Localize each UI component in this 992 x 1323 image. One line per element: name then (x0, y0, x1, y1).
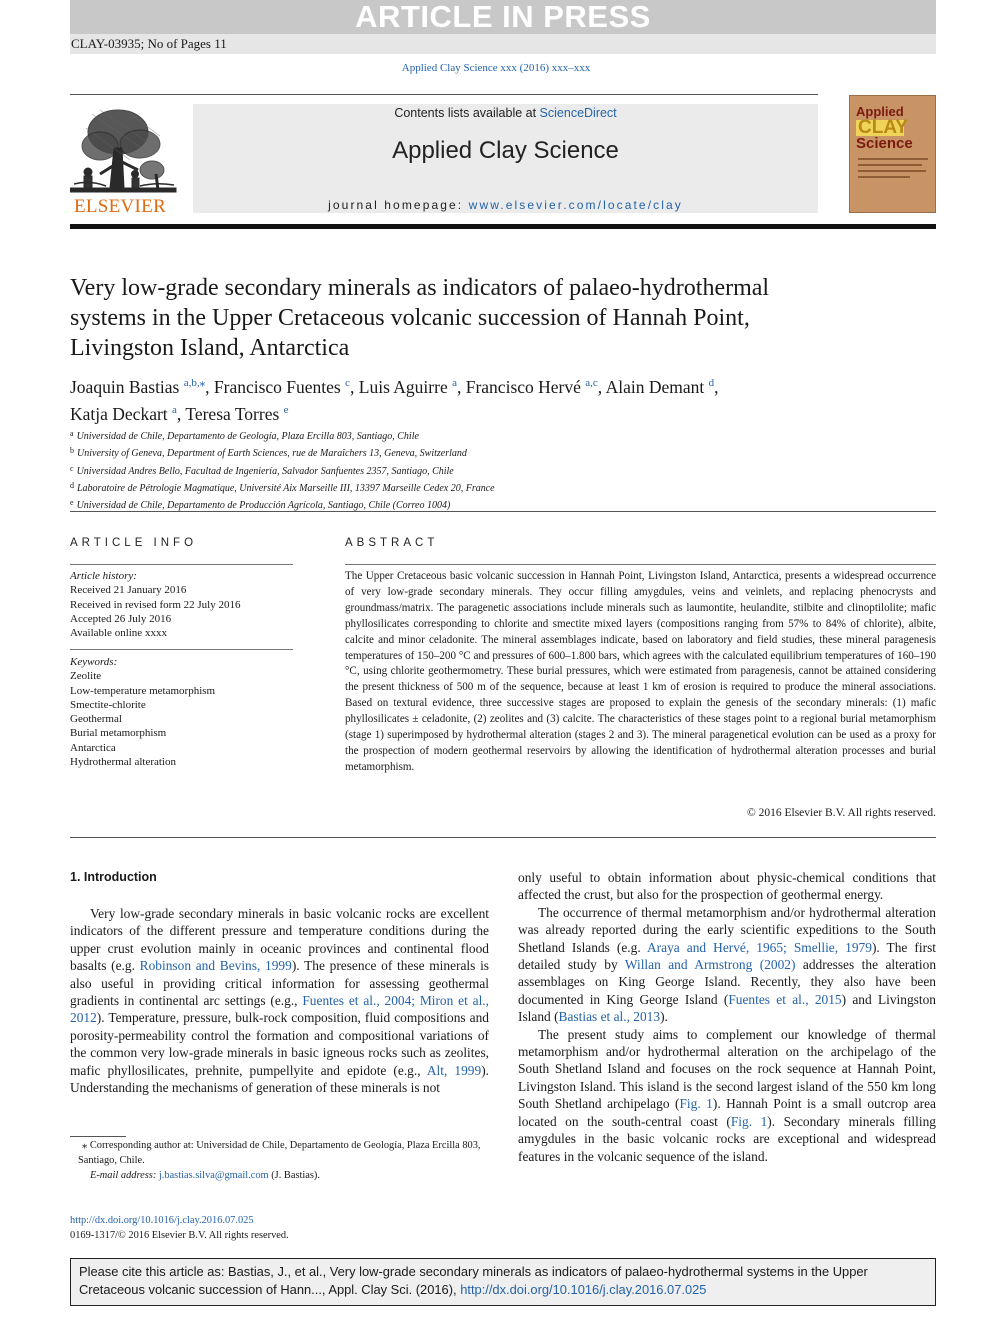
keyword: Hydrothermal alteration (70, 756, 176, 769)
affiliation-text: Universidad Andres Bello, Facultad de Ingeniería, Salvador Sanfuentes 2357, Santiago, Chile (76, 465, 454, 477)
abstract-text: The Upper Cretaceous basic volcanic succession in Hannah Point, Livingston Island, Antarctica, presents a widespread occurrence of very low-grade secondary minerals. They occur filling amygdules, veins and veinlets, and replacing phenocrysts and groundmass/matrix. The paragenetic associations include minerals such as laumontite, heulandite, stilbite and clinoptilolite; mafic phyllosilicates corresponding to chlorite and smectite mixed layers (compositions ranging from 57% to 84% of chlorite), albite, calcite and minor celadonite. The mineral assemblages indicate, based on laboratory and field studies, these mineral paragenesis temperatures of 150–200 °C and pressures of 600–1.800 bars, which agrees with the calculated equilibrium temperatures of 160–190 °C, using chlorite geothermometry. These burial pressures, which were estimated from paragenesis, cannot be attained considering the present thickness of 500 m of the sequence, because at least 1 km of erosion is required to produce the mineral associations. Based on textural evidence, three successive stages are proposed to explain the genesis of the secondary minerals: (1) mafic phyllosilicates ± celadonite, (2) zeolites and (3) calcite. The characteristics of these stages point to a regional burial metamorphism (stage 1) superimposed by hydrothermal alteration (stages 2 and 3). The mineral paragenetical evolution can be used as a proxy for the prospection of modern geothermal reservoirs by allowing the identification of hydrothermal alteration processes and burial metamorphism. (345, 570, 936, 773)
affiliation-text: Universidad de Chile, Departamento de Geología, Plaza Ercilla 803, Santiago, Chile (76, 431, 419, 442)
author-name[interactable]: Alain Demant (605, 377, 709, 397)
author-name[interactable]: Katja Deckart (70, 404, 173, 424)
abstract-copyright: © 2016 Elsevier B.V. All rights reserved. (747, 807, 936, 819)
journal-reference (0, 62, 992, 74)
author-list: Joaquin Bastias $^{a,b,⁎}$, Francisco Fuentes $^c$, Luis Aguirre $^a$, Francisco Hervé $^{a,c}$, Alain Demant $^d$, Katja Deckart $^a$, Teresa Torres $^e$ (70, 377, 719, 424)
author-name[interactable]: Francisco Fuentes (213, 377, 346, 397)
footnote-rule (70, 1136, 126, 1137)
author-name[interactable]: Teresa Torres (185, 404, 284, 424)
body-text: ). (660, 1009, 668, 1025)
email-label: E-mail address: (90, 1169, 159, 1181)
keyword: Burial metamorphism (70, 727, 167, 740)
footnote-star: ⁎ (82, 1140, 88, 1151)
citation-link[interactable]: Bastias et al., 2013 (558, 1009, 661, 1025)
email-line (70, 1169, 489, 1184)
body-text: The occurrence of thermal metamorphism and/or hydrothermal alteration was already reported during the early scientific expeditions to the South Shetland Islands (e.g. (518, 904, 936, 955)
body-text: ). Understanding the mechanisms of generation of these minerals is not (70, 1062, 489, 1096)
author-name[interactable]: Luis Aguirre (358, 377, 453, 397)
cover-text-line (858, 170, 926, 172)
history-item: Available online xxxx (70, 627, 167, 640)
citation-link[interactable]: Robinson and Bevins, 1999 (139, 958, 292, 974)
journal-homepage-link[interactable]: www.elsevier.com/locate/clay (468, 198, 683, 212)
intro-paragraph-3 (518, 1026, 936, 1165)
body-text: ). The presence of these minerals is also useful in providing critical information for assessing geothermal gradients in continental arc settings (e.g., (70, 958, 490, 1009)
journal-homepage-line (193, 198, 818, 212)
citation-box (70, 1258, 936, 1306)
author-affiliation-marker[interactable]: a,c (585, 377, 598, 389)
intro-paragraph-1 (70, 905, 489, 1096)
affiliation (70, 444, 870, 461)
citation-link[interactable]: Fuentes et al., 2015 (728, 991, 842, 1007)
citation-link[interactable]: Araya and Hervé, 1965; Smellie, 1979 (647, 939, 872, 955)
journal-name: Applied Clay Science (392, 137, 619, 164)
affiliation-key: c (70, 463, 74, 473)
author-name[interactable]: Francisco Hervé (465, 377, 586, 397)
article-in-press-banner: ARTICLE IN PRESS (70, 0, 936, 34)
contents-prefix: Contents lists available at (394, 106, 540, 120)
author-email-link[interactable]: j.bastias.silva@gmail.com (158, 1169, 269, 1181)
citation-link[interactable]: Fig. 1 (730, 1113, 768, 1129)
section-heading-introduction: 1. Introduction (70, 870, 157, 884)
author-affiliation-marker[interactable]: a (172, 404, 177, 416)
corresponding-author-footnote (70, 1139, 489, 1183)
author-affiliation-marker[interactable]: c (345, 377, 351, 389)
sciencedirect-link[interactable]: ScienceDirect (539, 106, 617, 120)
body-text: ). Secondary minerals filling amygdules in the basic volcanic rocks are exceptional and widespread features in the volcanic sequence of the island. (518, 1113, 936, 1164)
author-name[interactable]: Joaquin Bastias (70, 377, 184, 397)
cover-text-line (858, 176, 910, 178)
citation-text: Please cite this article as: Bastias, J., et al., Very low-grade secondary minerals as indicators of palaeo-hydrothermal systems in the Upper Cretaceous volcanic succession of Hann..., Appl. Clay Sci. (2016), (79, 1264, 868, 1297)
body-text: ) and Livingston Island ( (518, 991, 936, 1025)
history-item: Received 21 January 2016 (70, 584, 187, 597)
email-suffix: (J. Bastias). (268, 1169, 320, 1181)
author-affiliation-marker[interactable]: a (452, 377, 457, 389)
body-text: only useful to obtain information about physic-chemical conditions that affected the crust, but also for the prospection of geothermal energy. (518, 870, 936, 903)
article-info-rule (70, 564, 293, 565)
affiliation-key: a (70, 429, 74, 438)
journal-cover-thumbnail[interactable] (849, 95, 936, 213)
citation-doi-link[interactable]: http://dx.doi.org/10.1016/j.clay.2016.07.025 (460, 1281, 707, 1297)
affiliation-key: b (70, 446, 74, 456)
author-affiliation-marker[interactable]: d (708, 377, 715, 389)
body-text: ). Hannah Point is a small outcrop area located on the south-central coast ( (518, 1096, 936, 1129)
body-text: Very low-grade secondary minerals in basic volcanic rocks are excellent indicators of the different pressure and temperature conditions during the upper crust evolution mainly in oceanic provinces and continental flood basalts (e.g. (70, 906, 489, 974)
cover-title-line-1: Applied (856, 104, 904, 119)
abstract-heading: ABSTRACT (345, 537, 439, 549)
cover-title-line-2: CLAY (858, 117, 908, 138)
cover-title (856, 104, 932, 152)
keyword: Geothermal (70, 713, 122, 726)
cover-title-line-3: Science (856, 135, 913, 152)
keywords (70, 655, 293, 769)
keyword: Low-temperature metamorphism (70, 684, 216, 697)
doi-link[interactable]: http://dx.doi.org/10.1016/j.clay.2016.07.025 (70, 1215, 254, 1226)
cover-text-line (858, 164, 922, 166)
body-text: ). Temperature, pressure, bulk-rock composition, fluid compositions and porosity-permeability control the formation and compositional variations of the common very low-grade minerals in basic igneous rocks such as zeolites, mafic phyllosilicates, prehnite, pumpellyite and epidote (e.g., (70, 1010, 489, 1078)
body-text: The present study aims to complement our knowledge of thermal metamorphism and/or hydrothermal alteration on the archipelago of the South Shetland Island and focuses on the rock sequence at Hannah Point, Livingston Island. This island is the second largest island of the 550 km long South Shetland archipelago ( (518, 1026, 936, 1112)
abstract-rule (345, 564, 936, 565)
intro-paragraph-2 (518, 904, 936, 1026)
keyword: Zeolite (70, 670, 102, 683)
contents-available-line (193, 106, 818, 120)
affiliations-rule (70, 511, 936, 512)
citation-link[interactable]: Fuentes et al., 2004; Miron et al., 2012 (70, 993, 489, 1026)
corresponding-author-text: Corresponding author at: Universidad de Chile, Departamento de Geología, Plaza Ercilla 803, Santiago, Chile. (78, 1140, 481, 1166)
keyword: Smectite-chlorite (70, 698, 146, 711)
header-top-rule (70, 94, 818, 95)
citation-link[interactable]: Alt, 1999 (426, 1062, 482, 1078)
article-title: Very low-grade secondary minerals as indicators of palaeo-hydrothermal systems in the Upper Cretaceous volcanic succession of Hannah Point, Livingston Island, Antarctica (70, 275, 770, 361)
article-history (70, 569, 293, 640)
journal-reference-link[interactable]: Applied Clay Science xxx (2016) xxx–xxx (401, 62, 591, 74)
history-item: Accepted 26 July 2016 (70, 612, 172, 625)
history-item: Received in revised form 22 July 2016 (70, 598, 241, 611)
author-affiliation-marker[interactable]: a,b,⁎ (183, 377, 206, 389)
intro-column-2 (518, 869, 936, 1165)
intro-paragraph-1-continued (518, 869, 936, 904)
citation-link[interactable]: Fig. 1 (679, 1096, 713, 1112)
citation-link[interactable]: Willan and Armstrong (2002) (624, 957, 796, 973)
affiliation-text: Universidad de Chile, Departamento de Producción Agrícola, Santiago, Chile (Correo 1004) (76, 500, 451, 512)
elsevier-wordmark: ELSEVIER (73, 196, 167, 217)
abstract-end-rule (70, 837, 936, 838)
affiliation (70, 462, 870, 479)
body-text: ). The first detailed study by (518, 939, 936, 973)
affiliation-key: d (70, 480, 74, 490)
affiliation-list (70, 427, 870, 513)
affiliation-text: University of Geneva, Department of Earth Sciences, rue de Maraîchers 13, Geneva, Switzerland (77, 448, 467, 460)
article-history-label: Article history: (70, 570, 137, 582)
affiliation-text: Laboratoire de Pétrologie Magmatique, Université Aix Marseille III, 13397 Marseille Cedex 20, France (77, 482, 495, 494)
keywords-label: Keywords: (70, 656, 118, 668)
keyword: Antarctica (70, 741, 116, 754)
article-id: CLAY-03935; No of Pages 11 (70, 34, 936, 54)
homepage-prefix: journal homepage: (328, 198, 469, 212)
affiliation-key: e (70, 498, 74, 508)
author-affiliation-marker[interactable]: e (283, 404, 289, 416)
corresponding-author-note (70, 1139, 489, 1169)
issn-line: 0169-1317/© 2016 Elsevier B.V. All rights reserved. (70, 1229, 289, 1241)
header-thick-rule (70, 224, 936, 229)
body-text: addresses the alteration assemblages on King George Island. Recently, they also have been documented in King George Island ( (518, 957, 937, 1007)
keywords-rule (70, 649, 293, 650)
affiliation (70, 479, 870, 496)
doi-block (70, 1214, 489, 1244)
affiliation (70, 427, 870, 444)
article-info-heading: ARTICLE INFO (70, 537, 198, 549)
cover-text-line (858, 158, 928, 160)
